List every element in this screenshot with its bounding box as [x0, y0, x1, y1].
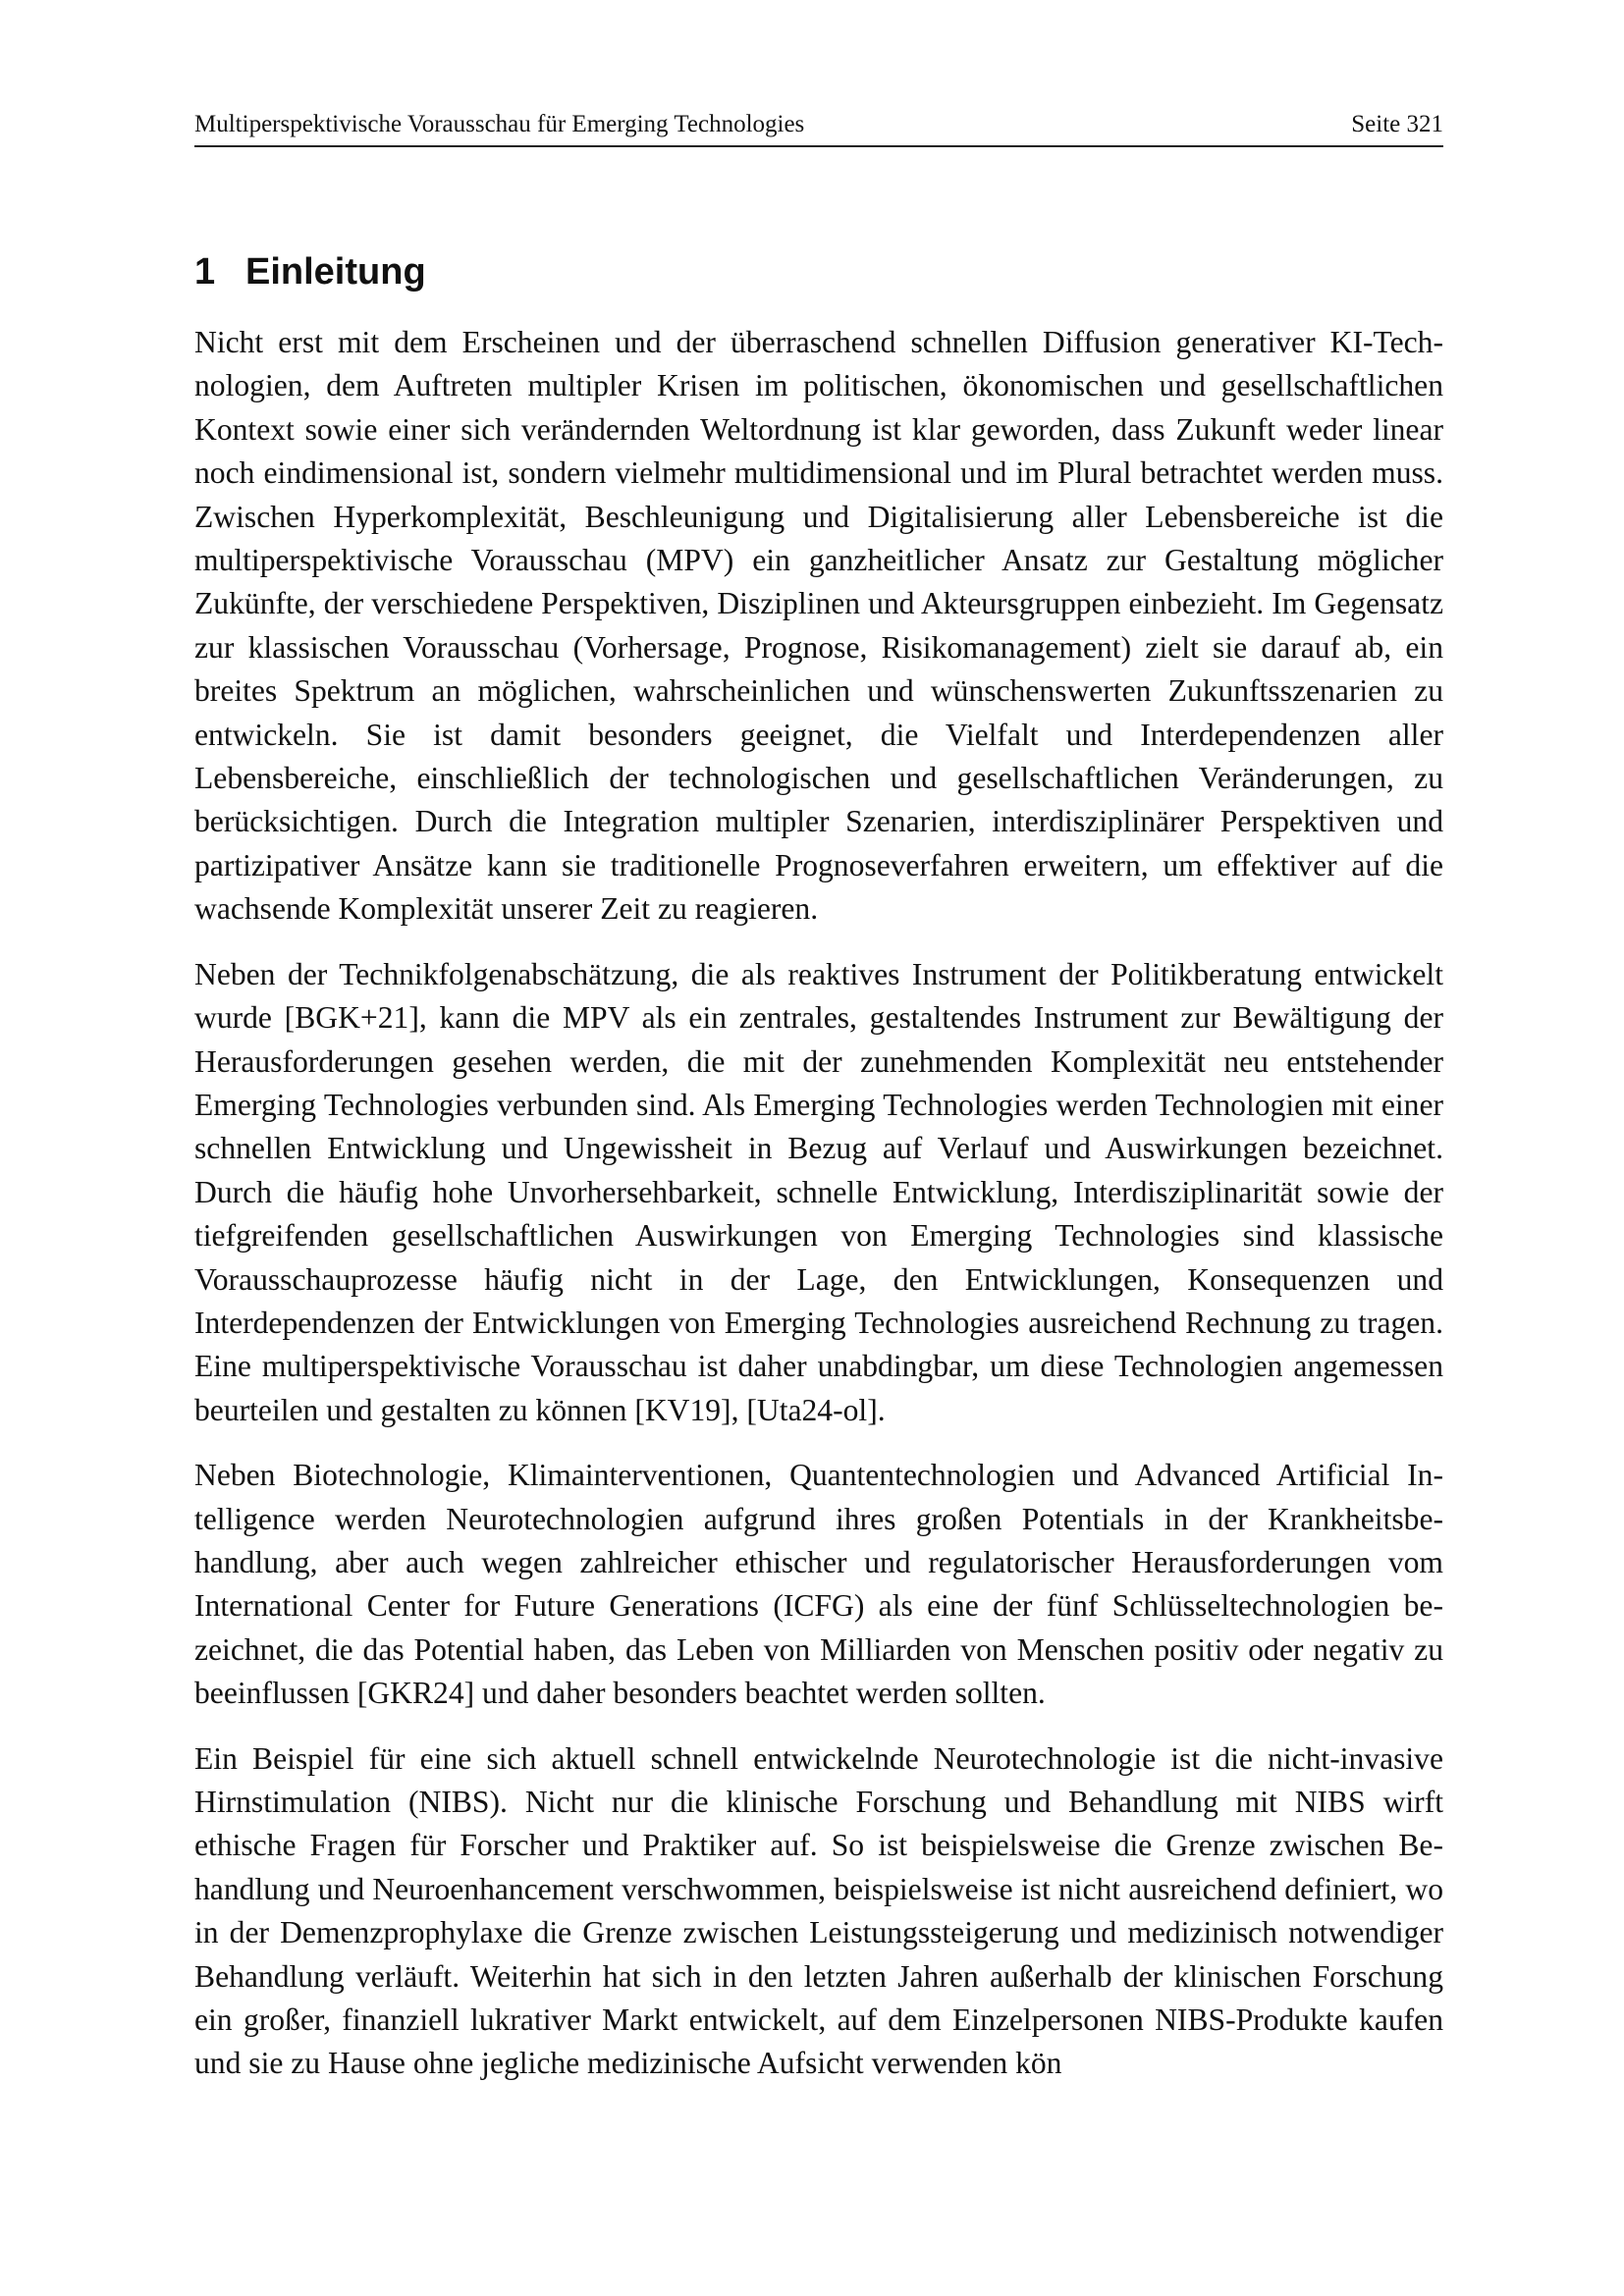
page-number: Seite 321	[1351, 111, 1443, 137]
running-header	[194, 110, 1443, 147]
section-heading	[194, 249, 426, 294]
document-page	[194, 0, 1443, 2296]
paragraph-3: Neben Biotechnologie, Klimainterventionen, Quantentechnologien und Advanced Artificial Intelligence werden Neurotechnologien aufgrund ihres großen Potentials in der Krankheitsbehandlung, aber auch wegen zahlreicher ethischer und regulatorischer Herausforderungen vom International Center for Future Generations (ICFG) als eine der fünf Schlüsseltechnologien bezeichnet, die das Potential haben, das Leben von Milliarden von Menschen positiv oder negativ zu beeinflussen [GKR24] und daher besonders beachtet werden sollten.	[194, 1458, 1443, 1711]
paragraph-2: Neben der Technikfolgenabschätzung, die als reaktives Instrument der Politikberatung entwickelt wurde [BGK+21], kann die MPV als ein zentrales, gestaltendes Instrument zur Bewältigung der Herausforderungen gesehen werden, die mit der zunehmenden Komplexität neu entstehender Emerging Technologies verbunden sind. Als Emerging Technologies werden Technologien mit einer schnellen Entwicklung und Ungewissheit in Bezug auf Verlauf und Auswirkungen bezeichnet. Durch die häufig hohe Unvorhersehbarkeit, schnelle Entwicklung, Interdisziplinarität sowie der tiefgreifenden gesellschaftlichen Auswirkungen von Emerging Technologies sind klassische Vorausschauprozesse häufig nicht in der Lage, den Entwicklungen, Konsequenzen und Interdependenzen der Entwicklungen von Emerging Technologies ausreichend Rechnung zu tragen. Eine multiperspektivische Vorausschau ist daher unabdingbar, um diese Technologien angemessen beurteilen und gestalten zu können [KV19], [Uta24-ol].	[194, 956, 1443, 1427]
section-title: Einleitung	[245, 251, 426, 293]
paragraph-1: Nicht erst mit dem Erscheinen und der überraschend schnellen Diffusion generativer KI-Technologien, dem Auftreten multipler Krisen im politischen, ökonomischen und gesellschaftlichen Kontext sowie einer sich verändernden Weltordnung ist klar geworden, dass Zukunft weder linear noch eindimensional ist, sondern vielmehr multidimensional und im Plural betrachtet werden muss. Zwischen Hyperkomplexität, Beschleunigung und Digitalisierung aller Lebensbereiche ist die multiperspektivische Vorausschau (MPV) ein ganzheitlicher Ansatz zur Gestaltung möglicher Zukünfte, der verschiedene Perspektiven, Disziplinen und Akteursgruppen einbezieht. Im Gegensatz zur klassischen Vorausschau (Vorhersage, Prognose, Risikomanagement) zielt sie darauf ab, ein breites Spektrum an möglichen, wahrscheinlichen und wünschenswerten Zukunftsszenarien zu entwickeln. Sie ist damit besonders geeignet, die Vielfalt und Interdependenzen aller Lebensbereiche, einschließlich der technologischen und gesellschaftlichen Veränderungen, zu berücksichtigen. Durch die Integration multipler Szenarien, interdisziplinärer Perspektiven und partizipativer Ansätze kann sie traditionelle Prognoseverfahren erweitern, um effektiver auf die wachsende Komplexität unserer Zeit zu reagieren.	[194, 325, 1443, 927]
paragraph-4: Ein Beispiel für eine sich aktuell schnell entwickelnde Neurotechnologie ist die nicht-invasive Hirnstimulation (NIBS). Nicht nur die klinische Forschung und Behandlung mit NIBS wirft ethische Fragen für Forscher und Praktiker auf. So ist beispielsweise die Grenze zwischen Behandlung und Neuroenhancement verschwommen, beispielsweise ist nicht ausreichend definiert, wo in der Demenzprophylaxe die Grenze zwischen Leistungssteigerung und medizinisch notwendiger Behandlung verläuft. Weiterhin hat sich in den letzten Jahren außerhalb der klinischen Forschung ein großer, finanziell lukrativer Markt entwickelt, auf dem Einzelpersonen NIBS-Produkte kaufen und sie zu Hause ohne jegliche medizinische Aufsicht verwenden kön	[194, 1740, 1443, 2081]
section-number: 1	[194, 251, 216, 293]
body-text	[194, 321, 1443, 2108]
running-header-title: Multiperspektivische Vorausschau für Emerging Technologies	[194, 111, 805, 137]
